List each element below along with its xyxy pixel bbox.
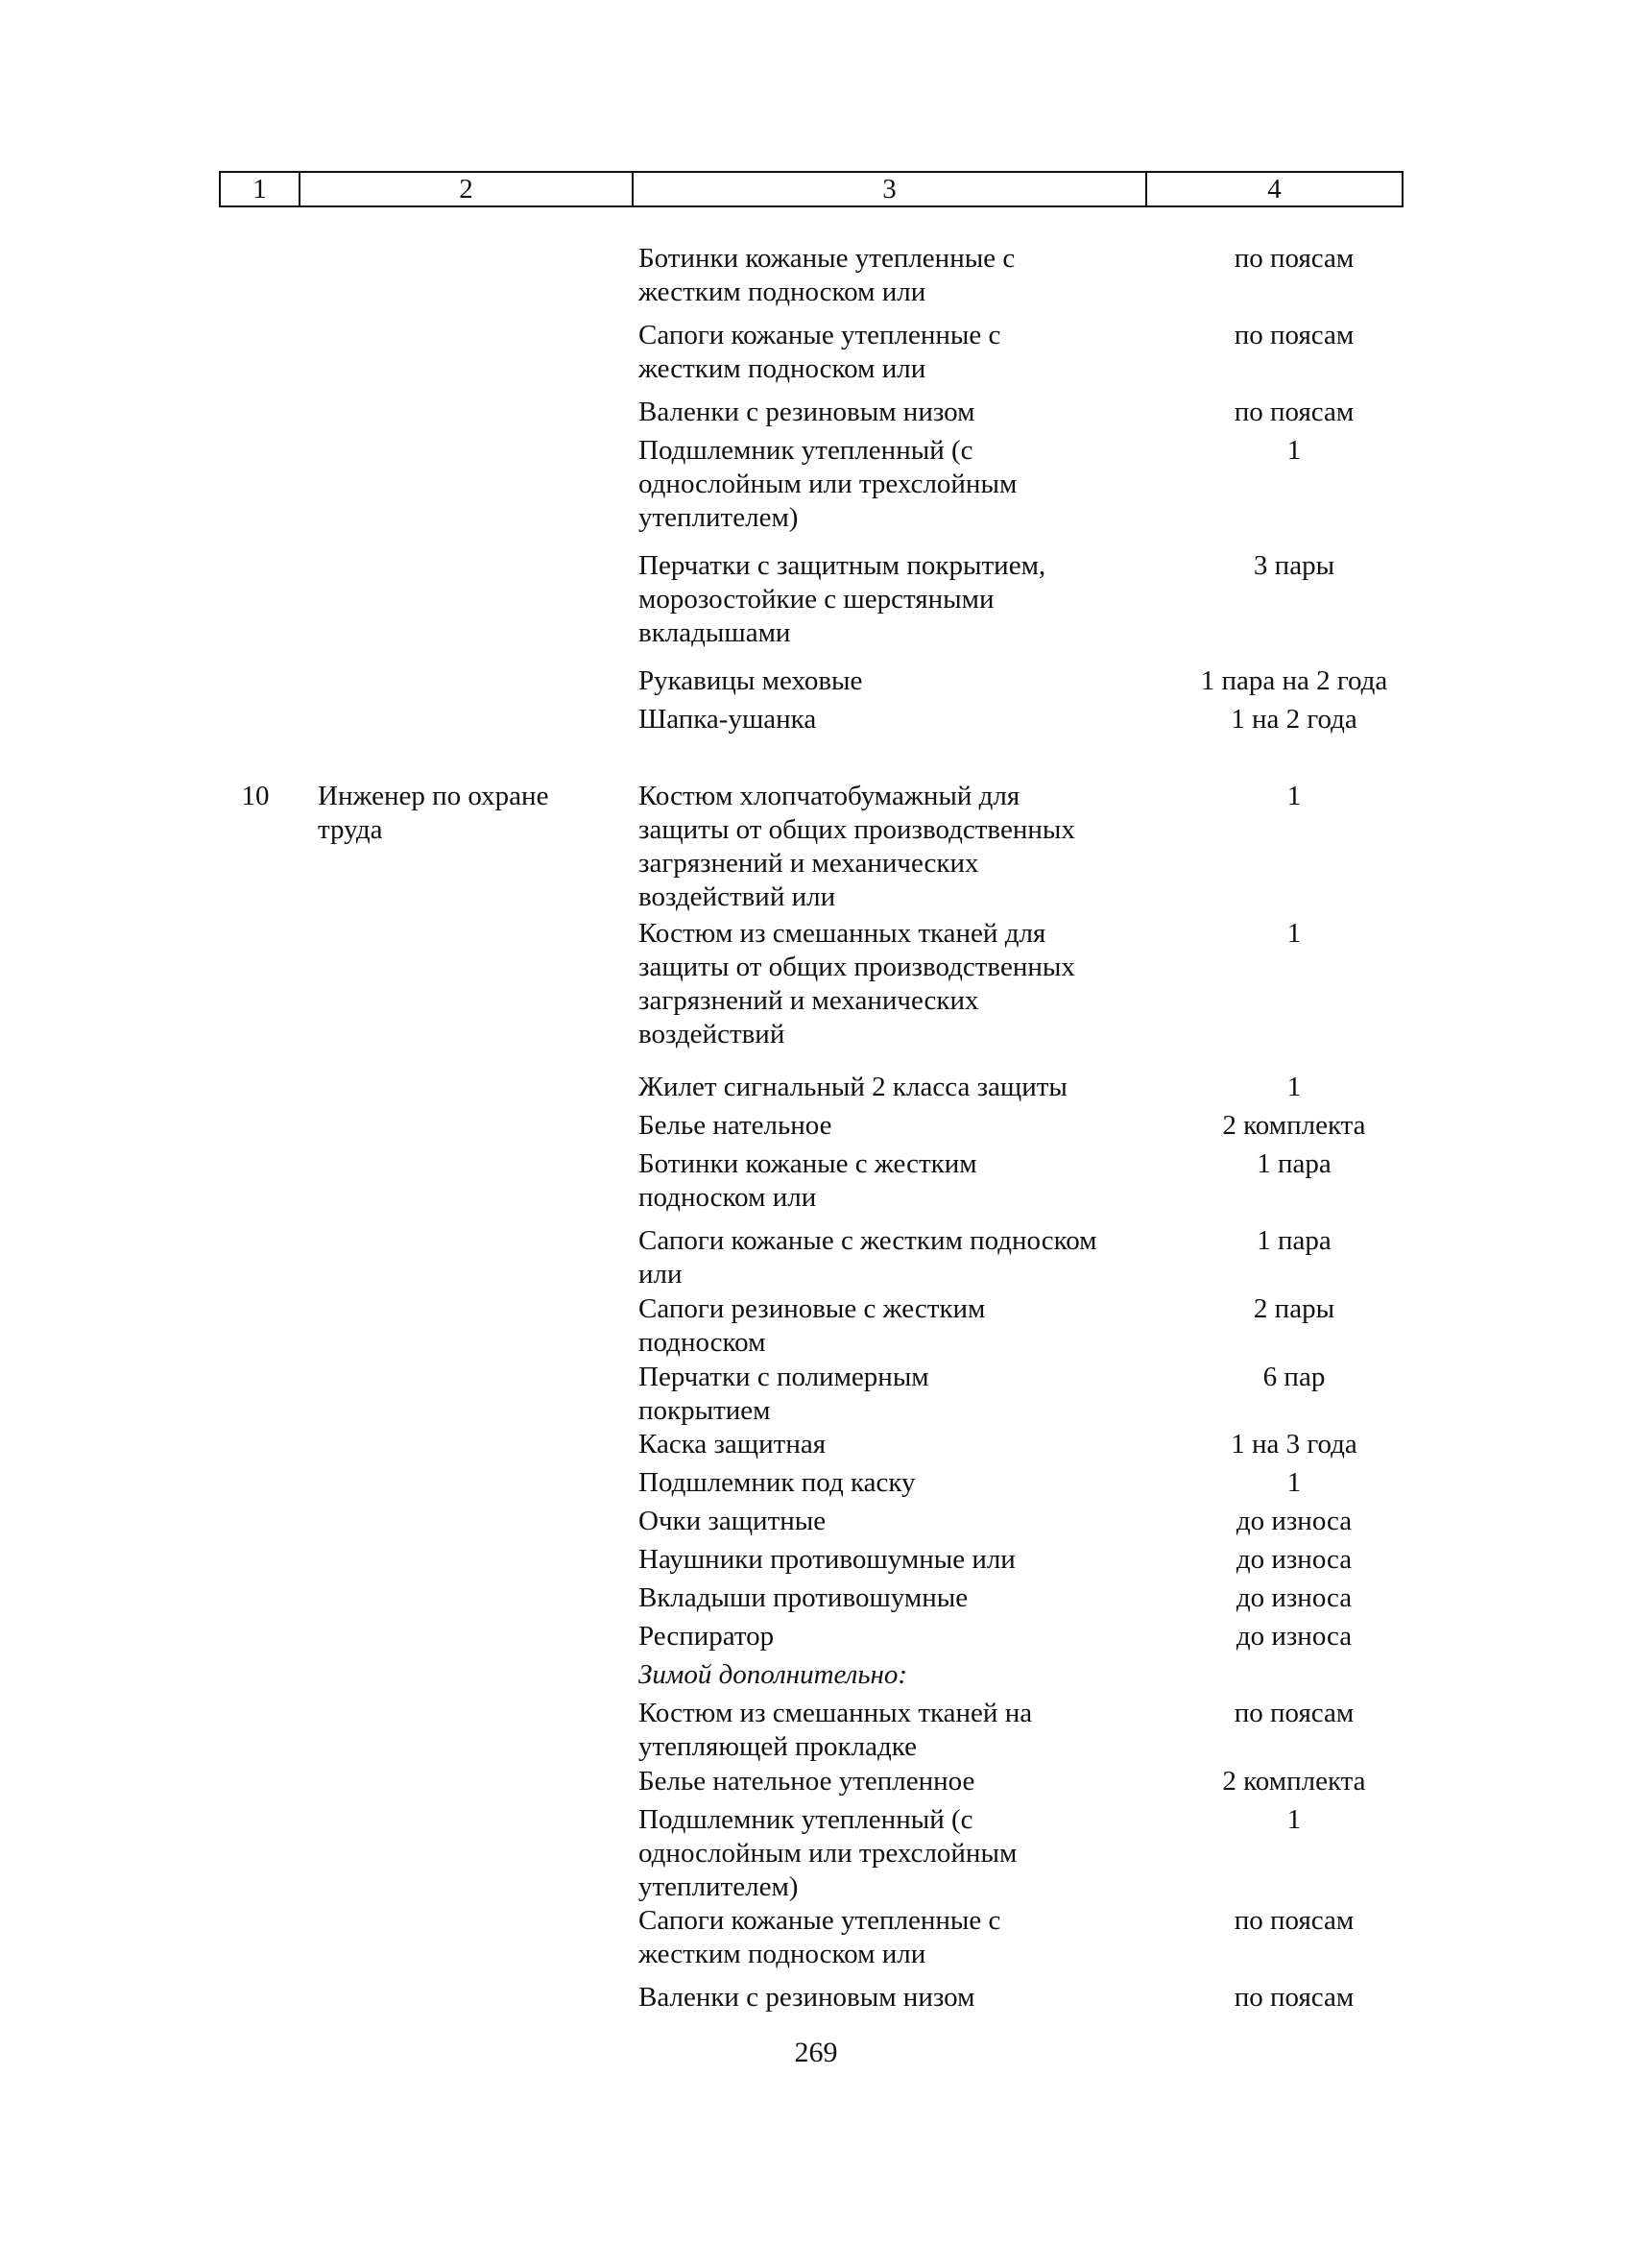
item-cell: Перчатки с защитным покрытием, морозостойкие с шерстяными вкладышами [638,550,1046,648]
norm-cell: 1 пара [1257,1225,1332,1256]
item-cell: Костюм хлопчатобумажный для защиты от общих производственных загрязнений и механических воздействий или [638,781,1075,912]
item-cell: Ботинки кожаные с жестким подноском или [638,1148,977,1213]
norm-cell: по поясам [1234,1698,1355,1728]
header-col-3: 3 [633,172,1146,206]
column-number-header [219,171,1404,207]
item-cell: Сапоги кожаные утепленные с жестким подноском или [638,320,1001,384]
norm-cell: 1 [1286,1467,1302,1498]
item-cell: Подшлемник под каску [638,1467,916,1498]
item-cell: Сапоги кожаные с жестким подноском или [638,1225,1097,1290]
norm-cell: 6 пар [1262,1362,1326,1392]
header-row [220,172,1403,206]
item-cell: Рукавицы меховые [638,665,863,696]
item-cell: Вкладыши противошумные [638,1582,969,1613]
item-cell: Шапка-ушанка [638,704,817,735]
item-cell: Костюм из смешанных тканей для защиты от общих производственных загрязнений и механических воздействий [638,918,1075,1050]
norm-cell: 1 на 2 года [1231,704,1357,735]
norm-cell: 2 комплекта [1222,1766,1366,1797]
norm-cell: до износа [1236,1506,1353,1536]
item-cell: Ботинки кожаные утепленные с жестким подноском или [638,243,1016,307]
item-cell: Белье нательное [638,1110,832,1141]
header-col-4: 4 [1146,172,1403,206]
item-cell: Валенки с резиновым низом [638,397,975,427]
row-number: 10 [241,781,270,811]
norm-cell: 1 пара на 2 года [1200,665,1388,696]
item-cell: Очки защитные [638,1506,827,1536]
norm-cell: 1 [1286,781,1302,811]
position-name: Инженер по охране труда [318,781,549,845]
norm-cell: 2 комплекта [1222,1110,1366,1141]
norm-cell: 1 [1286,435,1302,466]
item-cell: Жилет сигнальный 2 класса защиты [638,1072,1068,1102]
norm-cell: до износа [1236,1544,1353,1575]
norm-cell: 1 [1286,918,1302,949]
norm-cell: по поясам [1234,320,1355,350]
norm-cell: до износа [1236,1621,1353,1652]
norm-cell: 1 пара [1257,1148,1332,1179]
item-cell: Наушники противошумные или [638,1544,1016,1575]
item-cell: Подшлемник утепленный (с однослойным или трехслойным утеплителем) [638,435,1018,533]
page-number: 269 [794,2037,838,2068]
item-cell: Костюм из смешанных тканей на утепляющей прокладке [638,1698,1033,1762]
norm-cell: 3 пары [1253,550,1335,581]
item-cell: Белье нательное утепленное [638,1766,975,1797]
norm-cell: по поясам [1234,397,1355,427]
item-cell: Каска защитная [638,1429,827,1460]
norm-cell: по поясам [1234,1905,1355,1936]
item-cell: Сапоги резиновые с жестким подноском [638,1293,986,1358]
item-cell: Подшлемник утепленный (с однослойным или трехслойным утеплителем) [638,1804,1018,1902]
norm-cell: по поясам [1234,243,1355,274]
section-subheading: Зимой дополнительно: [638,1659,908,1690]
item-cell: Респиратор [638,1621,775,1652]
item-cell: Валенки с резиновым низом [638,1982,975,2013]
item-cell: Перчатки с полимерным покрытием [638,1362,929,1426]
norm-cell: до износа [1236,1582,1353,1613]
header-col-2: 2 [300,172,633,206]
norm-cell: 1 на 3 года [1231,1429,1357,1460]
norm-cell: по поясам [1234,1982,1355,2013]
norm-cell: 1 [1286,1804,1302,1835]
header-col-1: 1 [220,172,300,206]
norm-cell: 1 [1286,1072,1302,1102]
norm-cell: 2 пары [1253,1293,1335,1324]
item-cell: Сапоги кожаные утепленные с жестким подноском или [638,1905,1001,1969]
